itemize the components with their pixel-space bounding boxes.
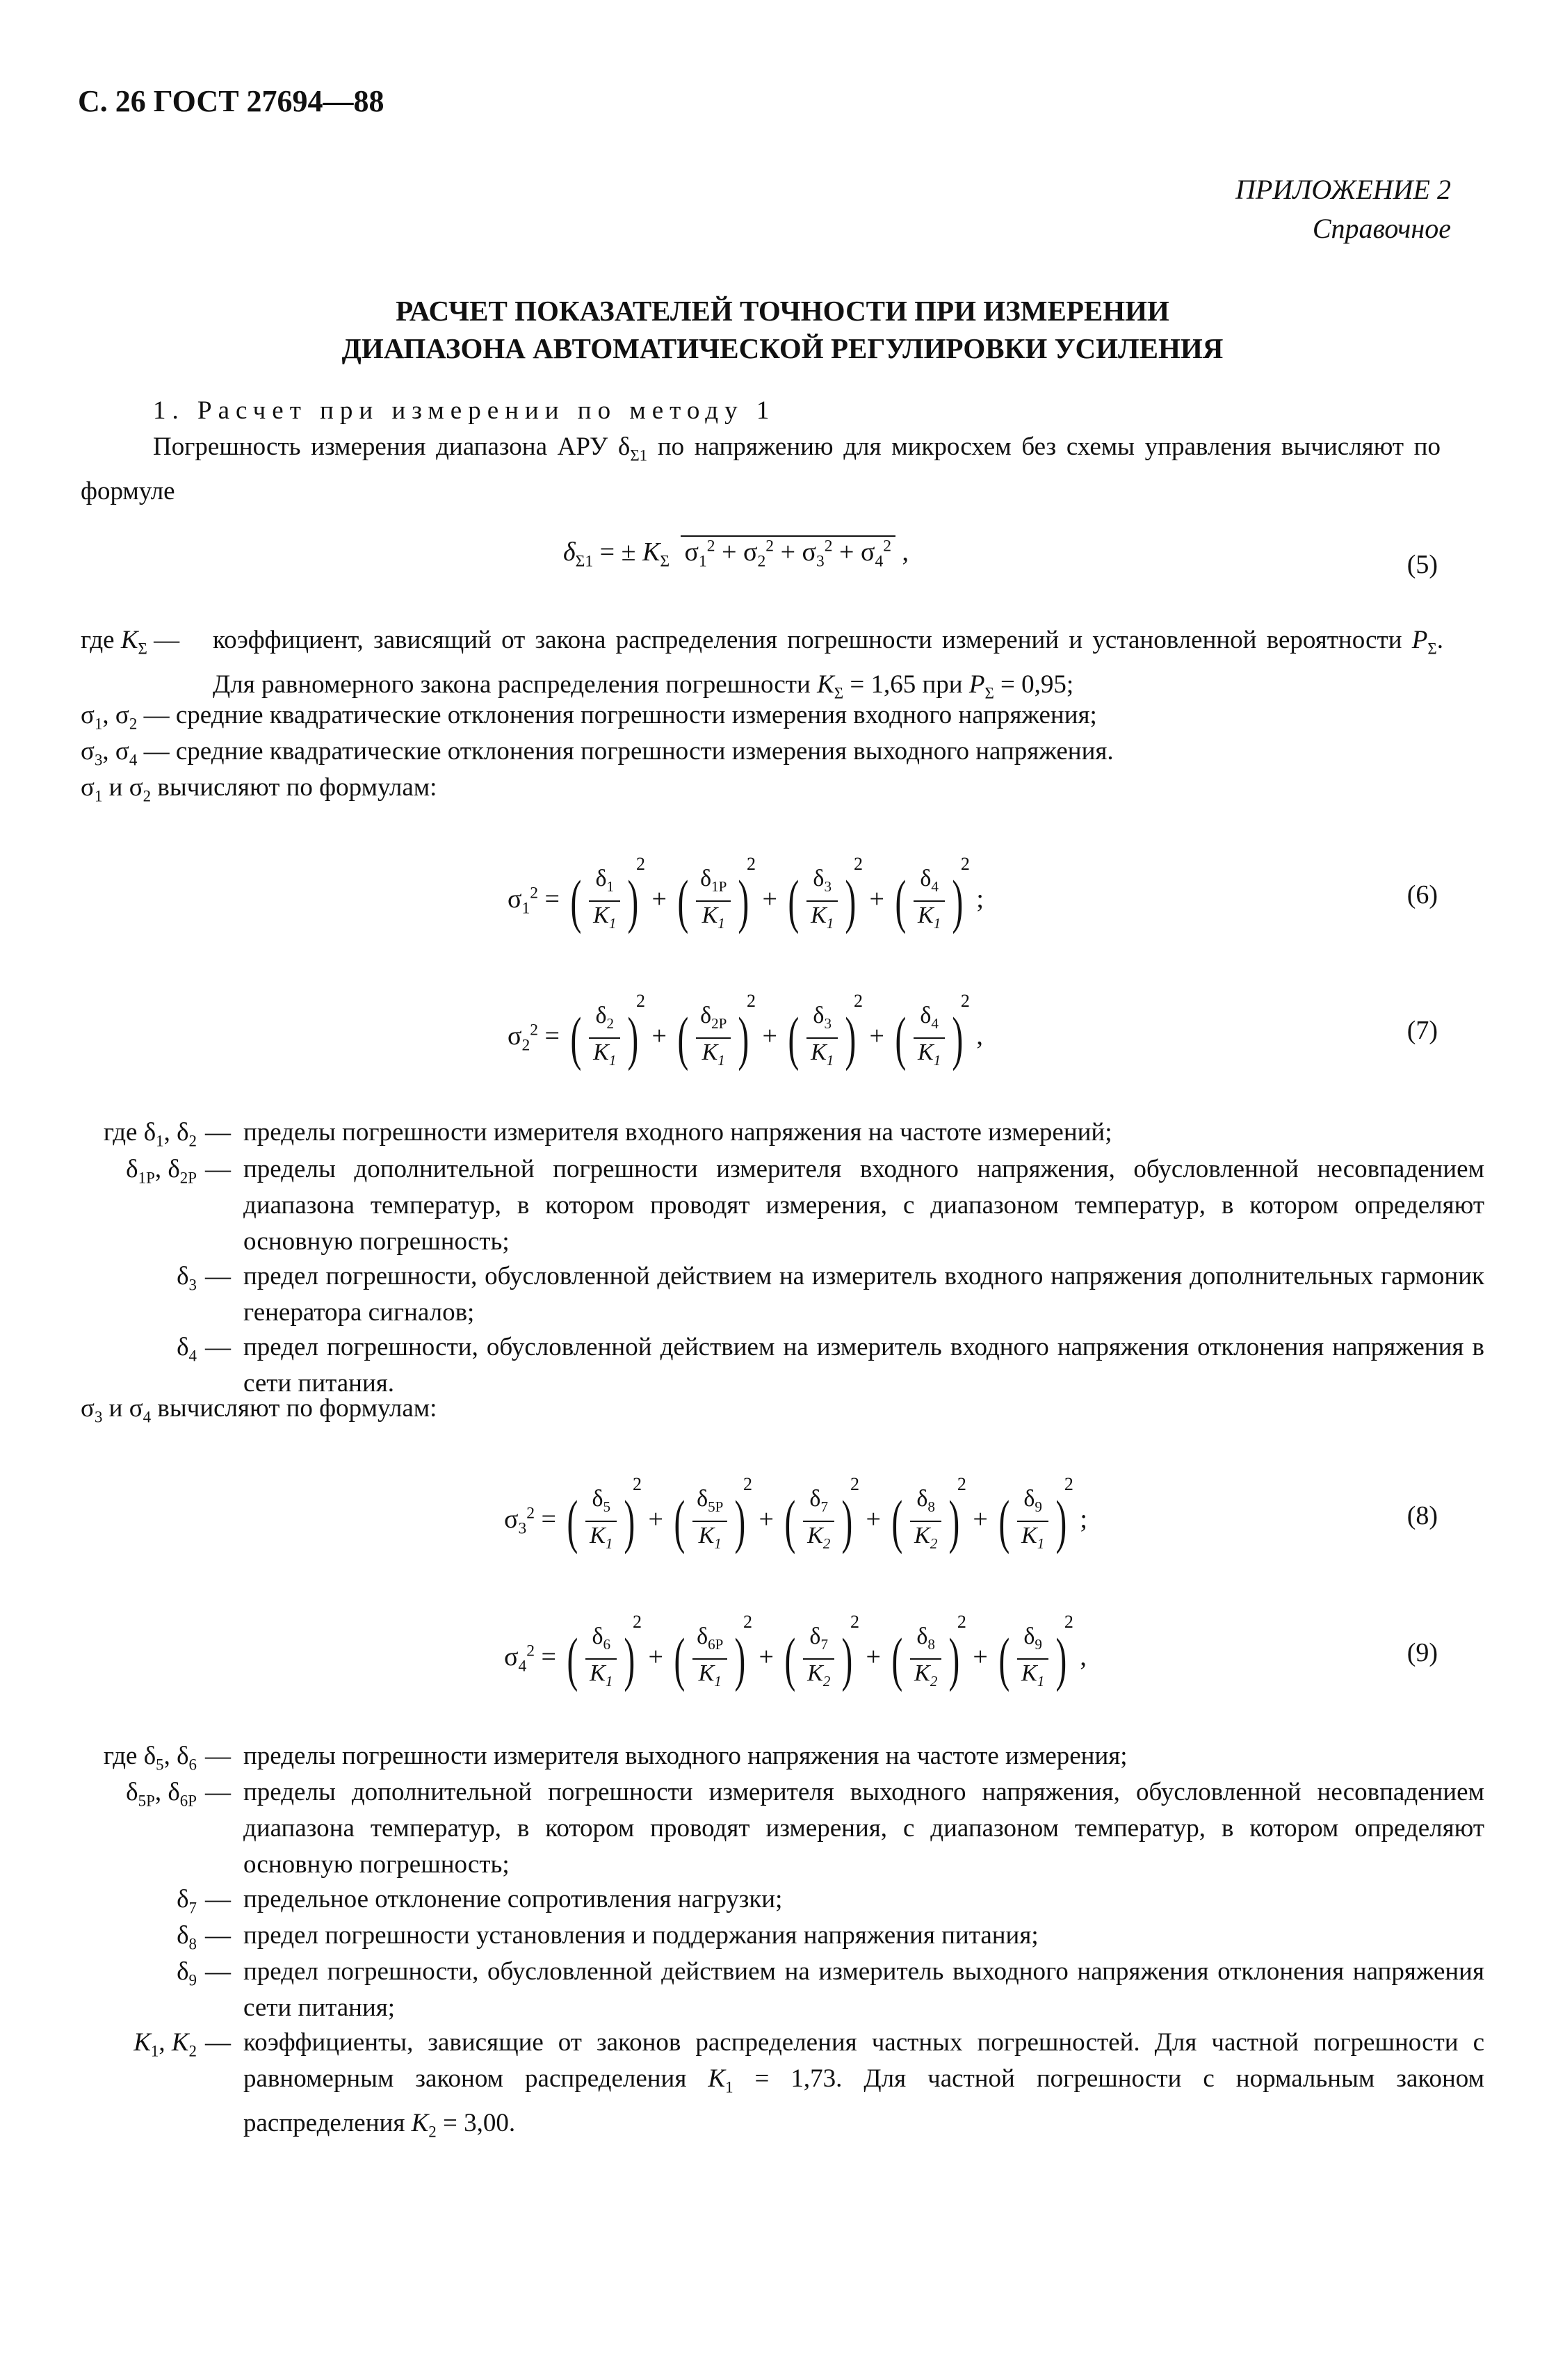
- definition-dash: —: [205, 1155, 231, 1183]
- definition-label: где $K_\Sigma$ —: [81, 626, 180, 658]
- appendix-label: [1235, 170, 1451, 248]
- definition-text: коэффициенты, зависящие от законов распределения частных погрешностей. Для частной погрешности с равномерным законом распределения $K_1 = 1,73$. Для частной погрешности с нормальным законом распределения $K_2 = 3,00$.: [243, 2028, 1484, 2141]
- formula-7: $\sigma_2^2$ = ( $\frac{\delta_2}{K_1}$ )$^2$ + ( $\frac{\delta_{2P}}{K_1}$ )$^2$ + ( $\frac{\delta_3}{K_1}$ )$^2$ + ( $\frac{\delta_4}{K_1}$ )$^2$ ,: [508, 991, 983, 1072]
- definition-label: $\delta_8$: [177, 1921, 197, 1953]
- definition-label: $\delta_3$: [177, 1262, 197, 1294]
- appendix-title: ПРИЛОЖЕНИЕ 2: [1235, 174, 1451, 205]
- definition-dash: —: [205, 1262, 231, 1290]
- definition-label: $\delta_{1P}$, $\delta_{2P}$: [126, 1155, 197, 1187]
- definition-text: пределы дополнительной погрешности измерителя входного напряжения, обусловленной несовпадением диапазона температур, в котором проводят измерения, с диапазоном температур, в котором определяют основную погрешность;: [243, 1155, 1484, 1256]
- definition-sigma12: $\sigma_1$, $\sigma_2$ — средние квадратические отклонения погрешности измерения входного напряжения;: [81, 701, 1097, 733]
- definition-text: предел погрешности, обусловленной действием на измеритель входного напряжения дополнительных гармоник генератора сигналов;: [243, 1262, 1484, 1327]
- definition-label: $K_1$, $K_2$: [133, 2028, 197, 2060]
- formula-7-number: (7): [1406, 1016, 1438, 1045]
- definition-label: где $\delta_5$, $\delta_6$: [103, 1742, 197, 1774]
- formula-6: $\sigma_1^2$ = ( $\frac{\delta_1}{K_1}$ )$^2$ + ( $\frac{\delta_{1P}}{K_1}$ )$^2$ + ( $\frac{\delta_3}{K_1}$ )$^2$ + ( $\frac{\delta_4}{K_1}$ )$^2$ ;: [508, 854, 984, 935]
- title-line-2: ДИАПАЗОНА АВТОМАТИЧЕСКОЙ РЕГУЛИРОВКИ УСИЛЕНИЯ: [341, 332, 1224, 364]
- definition-text: коэффициент, зависящий от закона распределения погрешности измерений и установленной вероятности $P_\Sigma$. Для равномерного закона распределения погрешности $K_\Sigma = 1,65$ при $P_\Sigma = 0,95$;: [213, 626, 1443, 702]
- formula-5-number: (5): [1406, 550, 1438, 579]
- definition-label: $\delta_9$: [177, 1957, 197, 1989]
- definition-text: пределы погрешности измерителя выходного напряжения на частоте измерения;: [243, 1742, 1128, 1770]
- definition-dash: —: [205, 1742, 231, 1770]
- definition-text: предельное отклонение сопротивления нагрузки;: [243, 1885, 783, 1913]
- definition-text: пределы погрешности измерителя входного напряжения на частоте измерений;: [243, 1118, 1112, 1147]
- definition-sigma34: $\sigma_3$, $\sigma_4$ — средние квадратические отклонения погрешности измерения выходного напряжения.: [81, 737, 1114, 769]
- definition-text: предел погрешности, обусловленной действием на измеритель выходного напряжения отклонения напряжения сети питания;: [243, 1957, 1484, 2022]
- formula-8: $\sigma_3^2$ = ( $\frac{\delta_5}{K_1}$ )$^2$ + ( $\frac{\delta_{5P}}{K_1}$ )$^2$ + ( $\frac{\delta_7}{K_2}$ )$^2$ + ( $\frac{\delta_8}{K_2}$ )$^2$ + ( $\frac{\delta_9}{K_1}$ )$^2$ ;: [504, 1474, 1087, 1555]
- title-line-1: РАСЧЕТ ПОКАЗАТЕЛЕЙ ТОЧНОСТИ ПРИ ИЗМЕРЕНИИ: [396, 295, 1169, 327]
- formula-5: $\delta_{\Sigma 1}$ = ± $K_\Sigma$ $\sigma_1^2 + \sigma_2^2 + \sigma_3^2 + \sigma_4^2$ ,: [563, 535, 909, 572]
- definition-text: предел погрешности установления и поддержания напряжения питания;: [243, 1921, 1039, 1950]
- definition-label: $\delta_{5P}$, $\delta_{6P}$: [126, 1778, 197, 1810]
- formula-9-number: (9): [1406, 1638, 1438, 1667]
- section-heading: 1. Расчет при измерении по методу 1: [153, 396, 776, 425]
- definition-dash: —: [205, 1921, 231, 1950]
- document-title: [0, 292, 1565, 367]
- definition-label: $\delta_7$: [177, 1885, 197, 1917]
- definition-k-sigma: [81, 622, 1443, 702]
- calc-sigma12-intro: $\sigma_1$ и $\sigma_2$ вычисляют по формулам:: [81, 773, 437, 805]
- appendix-subtitle: Справочное: [1312, 213, 1451, 244]
- definition-dash: —: [205, 1118, 231, 1147]
- calc-sigma34-intro: $\sigma_3$ и $\sigma_4$ вычисляют по формулам:: [81, 1394, 437, 1426]
- page-header: С. 26 ГОСТ 27694—88: [78, 84, 384, 118]
- definition-dash: —: [205, 1333, 231, 1361]
- definition-text: пределы дополнительной погрешности измерителя выходного напряжения, обусловленной несовпадением диапазона температур, в котором проводят измерения, с диапазоном температур, в котором определяют основную погрешность;: [243, 1778, 1484, 1879]
- definition-label: $\delta_4$: [177, 1333, 197, 1365]
- definition-dash: —: [205, 1778, 231, 1806]
- formula-6-number: (6): [1406, 880, 1438, 909]
- definition-label: где $\delta_1$, $\delta_2$: [103, 1118, 197, 1150]
- section-intro: Погрешность измерения диапазона АРУ $\delta_{\Sigma 1}$ по напряжению для микросхем без схемы управления вычисляют по формуле: [81, 432, 1441, 506]
- formula-9: $\sigma_4^2$ = ( $\frac{\delta_6}{K_1}$ )$^2$ + ( $\frac{\delta_{6P}}{K_1}$ )$^2$ + ( $\frac{\delta_7}{K_2}$ )$^2$ + ( $\frac{\delta_8}{K_2}$ )$^2$ + ( $\frac{\delta_9}{K_1}$ )$^2$ ,: [504, 1612, 1087, 1693]
- formula-8-number: (8): [1406, 1501, 1438, 1530]
- definition-dash: —: [205, 1957, 231, 1986]
- definition-text: предел погрешности, обусловленной действием на измеритель входного напряжения отклонения напряжения в сети питания.: [243, 1333, 1484, 1398]
- definition-dash: —: [205, 2028, 231, 2057]
- definition-dash: —: [205, 1885, 231, 1913]
